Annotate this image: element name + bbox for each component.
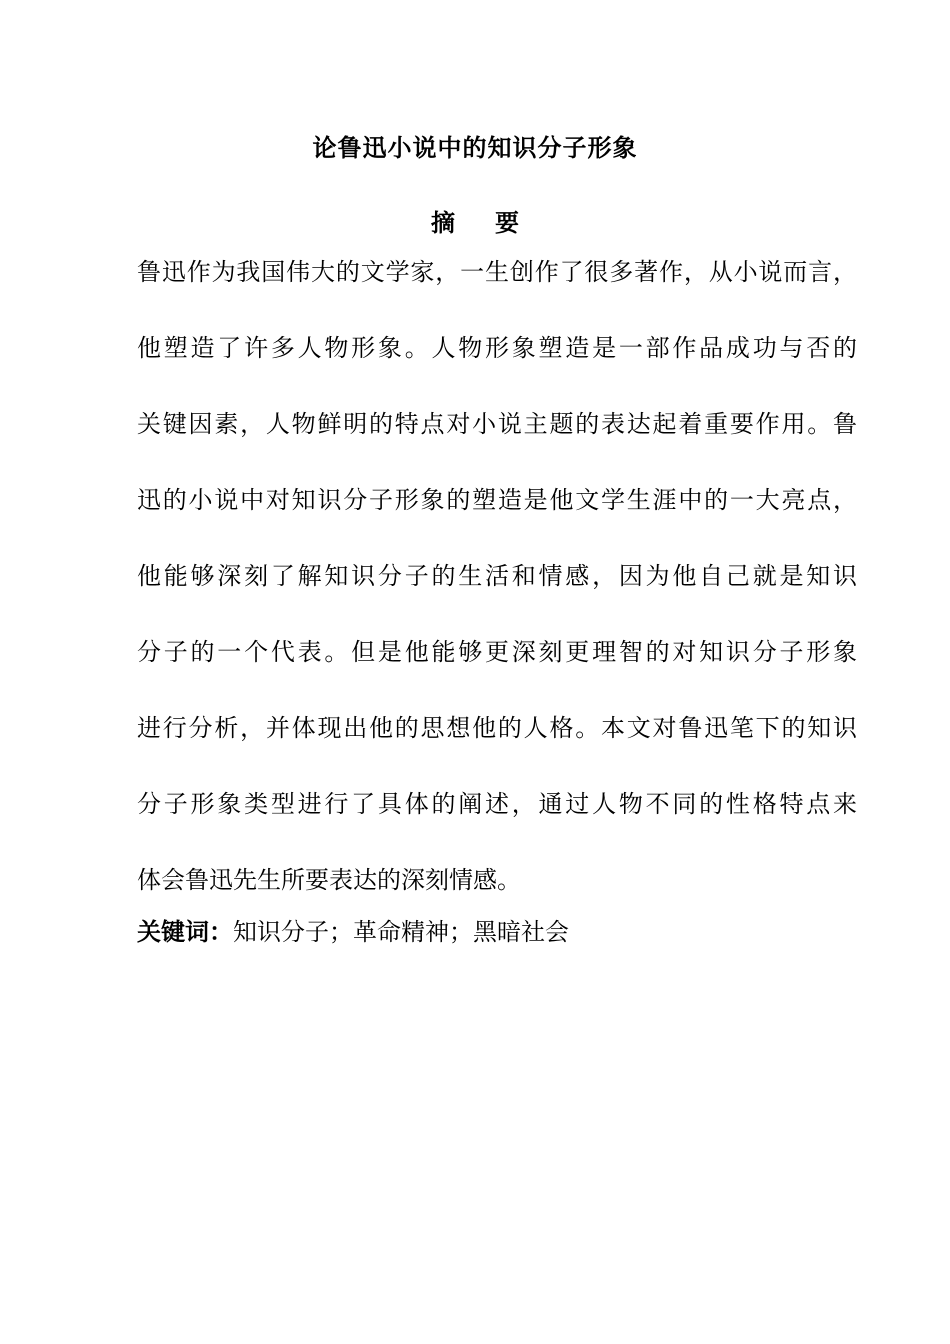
abstract-line-8: 分子形象类型进行了具体的阐述，通过人物不同的性格特点来 bbox=[137, 790, 857, 818]
abstract-body bbox=[137, 254, 857, 938]
abstract-line-2: 他塑造了许多人物形象。人物形象塑造是一部作品成功与否的 bbox=[137, 334, 857, 362]
paper-title: 论鲁迅小说中的知识分子形象 bbox=[312, 134, 638, 162]
abstract-line-6: 分子的一个代表。但是他能够更深刻更理智的对知识分子形象 bbox=[137, 638, 857, 666]
keywords-text: 知识分子；革命精神；黑暗社会 bbox=[233, 918, 569, 946]
keywords-line bbox=[137, 914, 857, 950]
abstract-heading-char-1: 摘 bbox=[431, 209, 455, 237]
abstract-line-1: 鲁迅作为我国伟大的文学家，一生创作了很多著作，从小说而言， bbox=[137, 258, 857, 286]
abstract-line-7: 进行分析，并体现出他的思想他的人格。本文对鲁迅笔下的知识 bbox=[137, 714, 857, 742]
abstract-line-3: 关键因素，人物鲜明的特点对小说主题的表达起着重要作用。鲁 bbox=[137, 410, 857, 438]
abstract-line-9: 体会鲁迅先生所要表达的深刻情感。 bbox=[137, 866, 521, 894]
abstract-line-4: 迅的小说中对知识分子形象的塑造是他文学生涯中的一大亮点， bbox=[137, 486, 857, 514]
abstract-line-5: 他能够深刻了解知识分子的生活和情感，因为他自己就是知识 bbox=[137, 562, 857, 590]
abstract-heading-char-2: 要 bbox=[495, 209, 519, 237]
keywords-label: 关键词： bbox=[137, 918, 233, 946]
abstract-heading bbox=[0, 205, 950, 241]
